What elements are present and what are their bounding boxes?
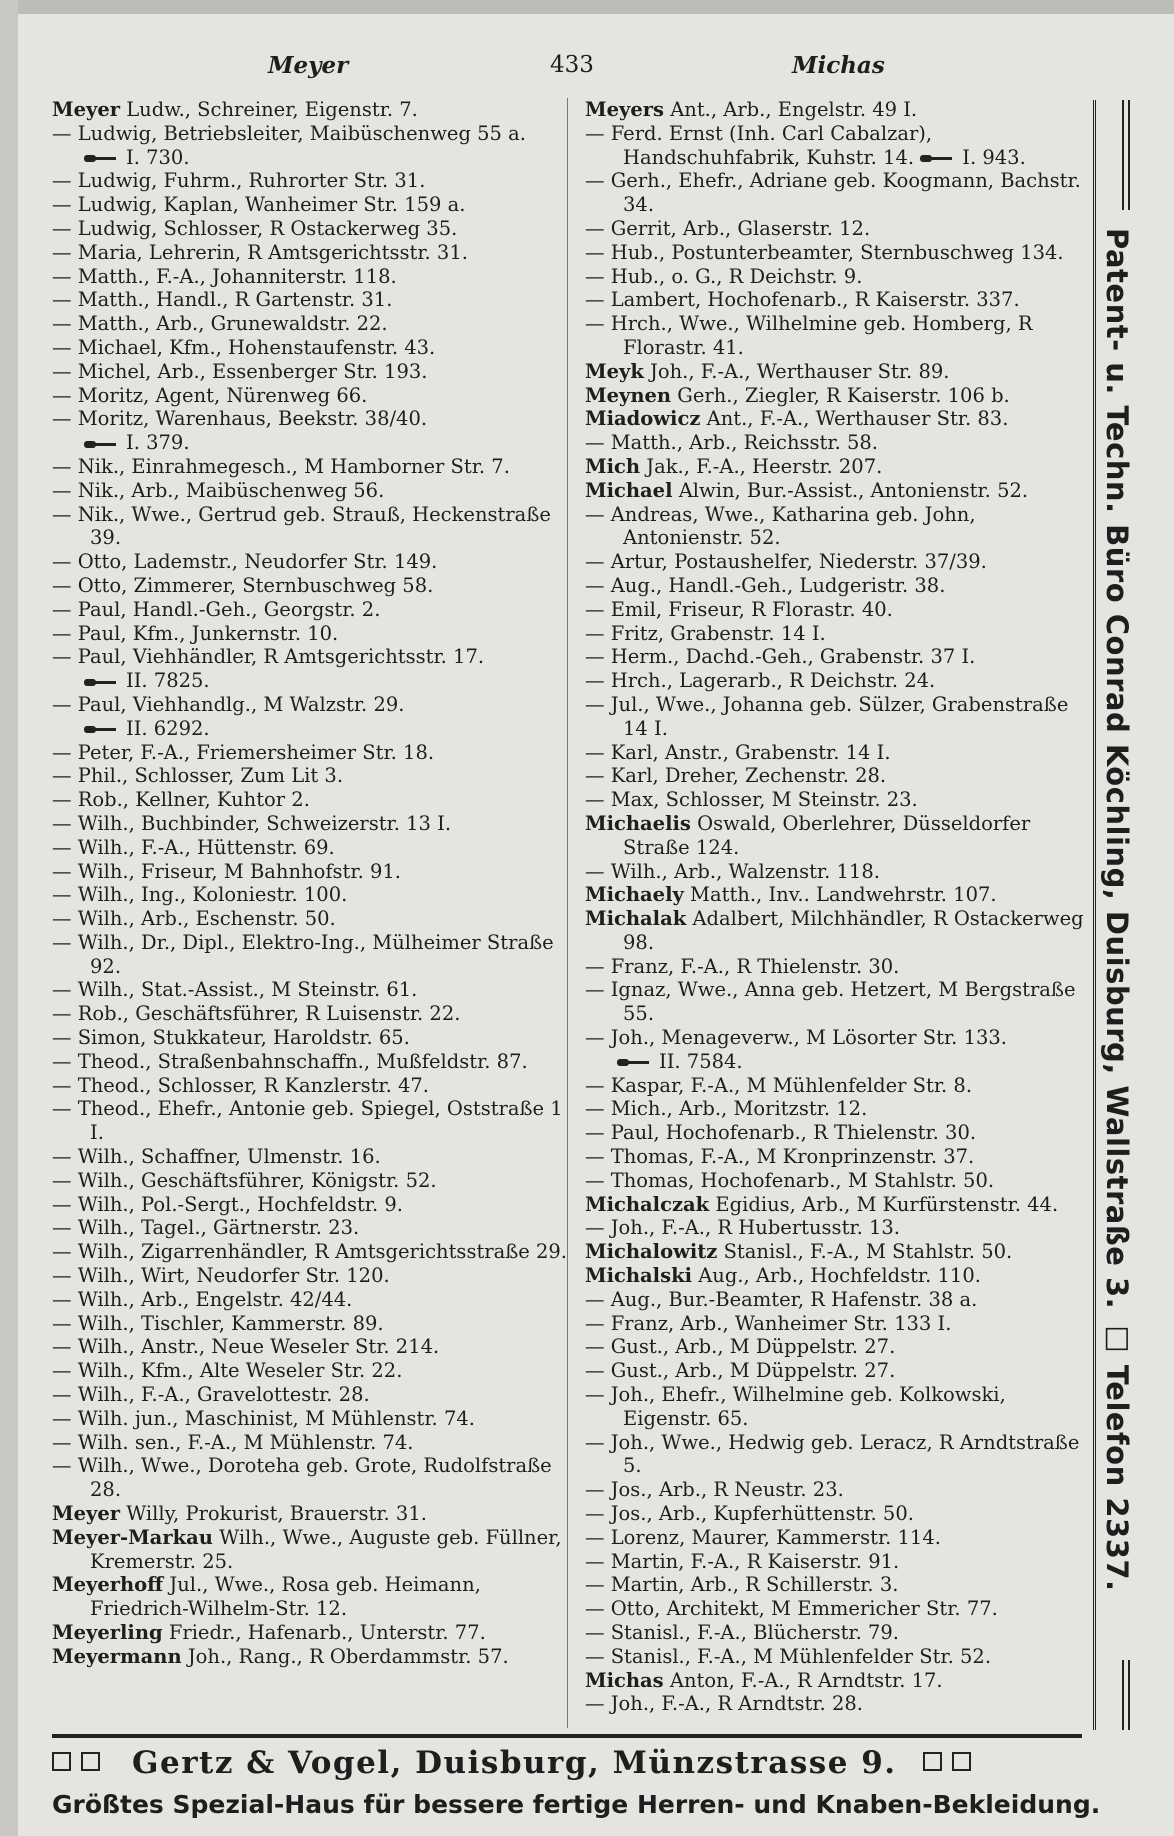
entry-details: — Wilh., Friseur, M Bahnhofstr. 91. (52, 859, 401, 883)
footer-advert-line1 (52, 1745, 1082, 1785)
entry-details: — Hrch., Lagerarb., R Deichstr. 24. (585, 669, 936, 693)
entry-phone: II. 7584. (659, 1049, 743, 1073)
directory-entry (52, 1240, 577, 1264)
directory-entry (585, 1193, 1085, 1217)
page-number: 433 (550, 52, 594, 78)
telephone-receiver-icon (84, 724, 116, 734)
directory-entry (52, 336, 577, 360)
directory-entry (52, 288, 577, 312)
directory-entry (52, 146, 577, 170)
entry-details: — Matth., F.-A., Johanniterstr. 118. (52, 264, 397, 288)
entry-phone: II. 7825. (126, 669, 210, 693)
entry-details: — Hub., o. G., R Deichstr. 9. (585, 264, 863, 288)
entry-details: Oswald, Oberlehrer, Düsseldorfer Straße 124. (623, 811, 1031, 859)
entry-details: — Moritz, Agent, Nürenweg 66. (52, 383, 368, 407)
entry-details: Willy, Prokurist, Brauerstr. 31. (126, 1502, 427, 1526)
entry-details: — Simon, Stukkateur, Haroldstr. 65. (52, 1026, 410, 1050)
entry-surname: Michas (585, 1668, 664, 1692)
directory-entry (52, 693, 577, 717)
directory-entry (585, 384, 1085, 408)
directory-entry (585, 1026, 1085, 1050)
phone-line (585, 1050, 743, 1074)
entry-details: — Emil, Friseur, R Florastr. 40. (585, 597, 893, 621)
directory-entry (52, 455, 577, 479)
side-advert (1093, 100, 1154, 1730)
entry-details: — Paul, Viehhändler, R Amtsgerichtsstr. 17. (52, 645, 485, 669)
entry-details: — Michel, Arb., Essenberger Str. 193. (52, 359, 428, 383)
directory-entry (52, 1216, 577, 1240)
directory-entry (585, 1335, 1085, 1359)
entry-details: — Theod., Ehefr., Antonie geb. Spiegel, Oststraße 1 I. (52, 1097, 563, 1145)
entry-surname: Meyer-Markau (52, 1525, 213, 1549)
entry-details: — Wilh., Zigarrenhändler, R Amtsgerichtsstraße 29. (52, 1240, 568, 1264)
entry-details: Wilh., Wwe., Auguste geb. Füllner, Kremerstr. 25. (90, 1525, 562, 1573)
entry-surname: Michalowitz (585, 1240, 718, 1264)
directory-entry (585, 1692, 1085, 1716)
directory-entry (52, 241, 577, 265)
footer-advert-line2: Größtes Spezial-Haus für bessere fertige Herren- und Knaben-Bekleidung. (52, 1790, 1101, 1819)
directory-entry (585, 1597, 1085, 1621)
entry-details: — Karl, Dreher, Zechenstr. 28. (585, 764, 887, 788)
directory-entry (52, 1621, 577, 1645)
directory-entry (585, 955, 1085, 979)
entry-details: — Matth., Handl., R Gartenstr. 31. (52, 288, 393, 312)
entry-details: — Nik., Einrahmegesch., M Hamborner Str. 7. (52, 454, 510, 478)
directory-entry (585, 1669, 1085, 1693)
entry-details: — Jos., Arb., R Neustr. 23. (585, 1478, 844, 1502)
header-left-word: Meyer (268, 52, 349, 79)
page-edge-top (0, 0, 1174, 14)
entry-details: — Matth., Arb., Reichsstr. 58. (585, 431, 878, 455)
directory-entry (585, 574, 1085, 598)
directory-entry (52, 598, 577, 622)
directory-entry (585, 1216, 1085, 1240)
entry-details: Jul., Wwe., Rosa geb. Heimann, Friedrich-Wilhelm-Str. 12. (90, 1573, 481, 1621)
entry-details: — Franz, Arb., Wanheimer Str. 133 I. (585, 1311, 952, 1335)
directory-entry (585, 288, 1085, 312)
directory-entry (585, 122, 1085, 170)
directory-entry (585, 1264, 1085, 1288)
directory-entry (585, 788, 1085, 812)
directory-entry (52, 1169, 577, 1193)
entry-details: — Stanisl., F.-A., M Mühlenfelder Str. 52. (585, 1644, 992, 1668)
directory-entry (52, 788, 577, 812)
footer-line1-text: Gertz & Vogel, Duisburg, Münzstrasse 9. (132, 1745, 897, 1781)
directory-entry (585, 622, 1085, 646)
directory-entry (52, 1097, 577, 1145)
directory-entry (52, 1193, 577, 1217)
directory-entry (52, 169, 577, 193)
entry-details: — Peter, F.-A., Friemersheimer Str. 18. (52, 740, 435, 764)
directory-entry (52, 645, 577, 669)
entry-details: — Wilh., Geschäftsführer, Königstr. 52. (52, 1168, 437, 1192)
column-divider (567, 98, 568, 1728)
directory-entry (585, 1502, 1085, 1526)
telephone-receiver-icon (84, 153, 116, 163)
entry-details: — Paul, Handl.-Geh., Georgstr. 2. (52, 597, 381, 621)
directory-entry (52, 1359, 577, 1383)
directory-entry (585, 1288, 1085, 1312)
entry-details: — Aug., Bur.-Beamter, R Hafenstr. 38 a. (585, 1287, 978, 1311)
entry-phone: I. 730. (126, 145, 190, 169)
footer-squares-left (52, 1745, 110, 1781)
directory-entry (585, 693, 1085, 741)
entry-surname: Michalak (585, 907, 687, 931)
directory-entry (52, 1383, 577, 1407)
page-header (40, 52, 1080, 86)
directory-entry (52, 1526, 577, 1574)
entry-details: — Joh., Menageverw., M Lösorter Str. 133. (585, 1026, 1007, 1050)
entry-details: — Gust., Arb., M Düppelstr. 27. (585, 1335, 896, 1359)
left-column (52, 98, 577, 1669)
entry-details: — Wilh., Kfm., Alte Weseler Str. 22. (52, 1359, 403, 1383)
entry-details: — Martin, F.-A., R Kaiserstr. 91. (585, 1549, 900, 1573)
entry-details: — Paul, Kfm., Junkernstr. 10. (52, 621, 339, 645)
entry-details: — Max, Schlosser, M Steinstr. 23. (585, 788, 918, 812)
entry-details: — Franz, F.-A., R Thielenstr. 30. (585, 954, 900, 978)
entry-details: — Rob., Geschäftsführer, R Luisenstr. 22. (52, 1002, 461, 1026)
directory-entry (585, 479, 1085, 503)
entry-details: — Martin, Arb., R Schillerstr. 3. (585, 1573, 899, 1597)
directory-entry (585, 1359, 1085, 1383)
directory-entry (52, 931, 577, 979)
header-right-word: Michas (792, 52, 885, 79)
telephone-receiver-icon (84, 677, 116, 687)
directory-entry (52, 1264, 577, 1288)
directory-entry (585, 312, 1085, 360)
side-rule-top (1122, 100, 1130, 210)
entry-details: — Ignaz, Wwe., Anna geb. Hetzert, M Bergstraße 55. (585, 978, 1076, 1026)
entry-phone: I. 379. (126, 431, 190, 455)
entry-details: — Nik., Wwe., Gertrud geb. Strauß, Heckenstraße 39. (52, 502, 551, 550)
entry-details: — Artur, Postaushelfer, Niederstr. 37/39. (585, 550, 987, 574)
entry-details: — Wilh., Dr., Dipl., Elektro-Ing., Mülheimer Straße 92. (52, 930, 554, 978)
entry-surname: Meyermann (52, 1644, 182, 1668)
directory-entry (585, 1431, 1085, 1479)
directory-entry (52, 717, 577, 741)
phone-line (52, 146, 190, 170)
entry-surname: Meyerling (52, 1621, 163, 1644)
directory-entry (52, 1573, 577, 1621)
entry-details: — Matth., Arb., Grunewaldstr. 22. (52, 312, 388, 336)
entry-details: — Phil., Schlosser, Zum Lit 3. (52, 764, 344, 788)
directory-entry (52, 1002, 577, 1026)
directory-entry (52, 312, 577, 336)
directory-entry (52, 574, 577, 598)
directory-entry (52, 1026, 577, 1050)
entry-surname: Meynen (585, 383, 672, 407)
directory-entry (585, 1074, 1085, 1098)
directory-entry (585, 978, 1085, 1026)
entry-surname: Mich (585, 454, 641, 478)
entry-details: — Joh., Ehefr., Wilhelmine geb. Kolkowski, Eigenstr. 65. (585, 1383, 1006, 1430)
entry-details: — Otto, Architekt, M Emmericher Str. 77. (585, 1597, 998, 1621)
entry-details: — Otto, Lademstr., Neudorfer Str. 149. (52, 550, 438, 574)
side-rule-bottom (1122, 1660, 1130, 1730)
telephone-receiver-icon (617, 1057, 649, 1067)
directory-entry (585, 1121, 1085, 1145)
directory-entry (585, 1097, 1085, 1121)
directory-entry (585, 1240, 1085, 1264)
directory-entry (585, 1645, 1085, 1669)
entry-details: — Wilh., Arb., Walzenstr. 118. (585, 859, 880, 883)
entry-details: Gerh., Ziegler, R Kaiserstr. 106 b. (677, 383, 1010, 407)
entry-details: — Wilh., Tischler, Kammerstr. 89. (52, 1311, 384, 1335)
directory-entry (585, 1526, 1085, 1550)
entry-details: — Wilh. jun., Maschinist, M Mühlenstr. 74. (52, 1406, 475, 1430)
entry-details: — Thomas, Hochofenarb., M Stahlstr. 50. (585, 1168, 995, 1192)
directory-entry (585, 907, 1085, 955)
entry-surname: Michaely (585, 883, 684, 907)
entry-surname: Michalski (585, 1264, 692, 1288)
entry-details: Alwin, Bur.-Assist., Antonienstr. 52. (678, 478, 1029, 502)
directory-entry (52, 1312, 577, 1336)
entry-details: Egidius, Arb., M Kurfürstenstr. 44. (715, 1192, 1059, 1216)
directory-entry (585, 169, 1085, 217)
entry-details: Jak., F.-A., Heerstr. 207. (646, 454, 883, 478)
phone-line (52, 717, 210, 741)
directory-entry (52, 669, 577, 693)
directory-entry (585, 98, 1085, 122)
telephone-receiver-icon (84, 439, 116, 449)
entry-surname: Michael (585, 478, 673, 502)
entry-details: — Aug., Handl.-Geh., Ludgeristr. 38. (585, 573, 946, 597)
directory-entry (585, 1550, 1085, 1574)
directory-entry (52, 741, 577, 765)
entry-details: Stanisl., F.-A., M Stahlstr. 50. (723, 1240, 1013, 1264)
entry-details: — Wilh., Arb., Engelstr. 42/44. (52, 1287, 353, 1311)
entry-details: Matth., Inv.. Landwehrstr. 107. (690, 883, 997, 907)
entry-details: — Gerh., Ehefr., Adriane geb. Koogmann, Bachstr. 34. (585, 169, 1081, 217)
directory-entry (52, 217, 577, 241)
entry-details: — Paul, Viehhandlg., M Walzstr. 29. (52, 692, 405, 716)
directory-entry (585, 431, 1085, 455)
directory-entry (585, 1573, 1085, 1597)
directory-entry (52, 883, 577, 907)
entry-phone: II. 6292. (126, 716, 210, 740)
entry-details: — Jos., Arb., Kupferhüttenstr. 50. (585, 1502, 914, 1526)
footer-rule (52, 1734, 1082, 1738)
entry-surname: Meyk (585, 359, 644, 383)
entry-details: — Paul, Hochofenarb., R Thielenstr. 30. (585, 1121, 977, 1145)
entry-details: — Rob., Kellner, Kuhtor 2. (52, 788, 310, 812)
entry-surname: Michaelis (585, 811, 691, 835)
entry-details: — Wilh., Ing., Koloniestr. 100. (52, 883, 348, 907)
entry-details: — Wilh., Wwe., Doroteha geb. Grote, Rudolfstraße 28. (52, 1454, 552, 1502)
entry-details: — Fritz, Grabenstr. 14 I. (585, 621, 826, 645)
directory-entry (585, 1621, 1085, 1645)
entry-details: — Herm., Dachd.-Geh., Grabenstr. 37 I. (585, 645, 976, 669)
directory-entry (585, 241, 1085, 265)
entry-details: — Hub., Postunterbeamter, Sternbuschweg 134. (585, 240, 1064, 264)
entry-details: Ludw., Schreiner, Eigenstr. 7. (126, 98, 418, 121)
entry-details: — Nik., Arb., Maibüschenweg 56. (52, 478, 385, 502)
footer-squares-right (923, 1745, 981, 1781)
entry-details: Ant., Arb., Engelstr. 49 I. (670, 98, 918, 121)
entry-surname: Meyer (52, 98, 121, 121)
directory-entry (52, 503, 577, 551)
directory-entry (585, 741, 1085, 765)
entry-details: — Andreas, Wwe., Katharina geb. John, Antonienstr. 52. (585, 502, 976, 550)
directory-entry (585, 455, 1085, 479)
directory-entry (52, 193, 577, 217)
entry-details: — Wilh., F.-A., Hüttenstr. 69. (52, 835, 335, 859)
directory-entry (52, 122, 577, 146)
directory-entry (585, 764, 1085, 788)
entry-surname: Meyerhoff (52, 1573, 164, 1597)
entry-details: Friedr., Hafenarb., Unterstr. 77. (168, 1621, 486, 1644)
entry-details: — Karl, Anstr., Grabenstr. 14 I. (585, 740, 891, 764)
entry-details: — Wilh. sen., F.-A., M Mühlenstr. 74. (52, 1430, 414, 1454)
entry-surname: Michalczak (585, 1192, 710, 1216)
entry-details: — Joh., F.-A., R Arndtstr. 28. (585, 1692, 863, 1716)
directory-entry (52, 1454, 577, 1502)
entry-details: — Gerrit, Arb., Glaserstr. 12. (585, 216, 871, 240)
entry-details: Aug., Arb., Hochfeldstr. 110. (698, 1264, 981, 1288)
entry-details: — Otto, Zimmerer, Sternbuschweg 58. (52, 573, 434, 597)
entry-details: — Gust., Arb., M Düppelstr. 27. (585, 1359, 896, 1383)
directory-entry (52, 764, 577, 788)
entry-details: Joh., F.-A., Werthauser Str. 89. (650, 359, 950, 383)
directory-entry (585, 669, 1085, 693)
directory-entry (52, 1145, 577, 1169)
entry-details: Ant., F.-A., Werthauser Str. 83. (706, 407, 1009, 431)
entry-details: — Moritz, Warenhaus, Beekstr. 38/40. (52, 407, 428, 431)
entry-details: — Ludwig, Fuhrm., Ruhrorter Str. 31. (52, 169, 426, 193)
entry-details: — Maria, Lehrerin, R Amtsgerichtsstr. 31. (52, 240, 468, 264)
entry-details: — Ludwig, Kaplan, Wanheimer Str. 159 a. (52, 193, 466, 217)
entry-details: — Theod., Schlosser, R Kanzlerstr. 47. (52, 1073, 430, 1097)
directory-entry (52, 978, 577, 1002)
entry-details: — Hrch., Wwe., Wilhelmine geb. Homberg, R Florastr. 41. (585, 312, 1033, 359)
entry-details: — Lambert, Hochofenarb., R Kaiserstr. 337. (585, 288, 1020, 312)
directory-entry (585, 1312, 1085, 1336)
directory-entry (52, 1431, 577, 1455)
entry-details: — Wilh., Arb., Eschenstr. 50. (52, 907, 336, 931)
directory-entry (585, 1383, 1085, 1431)
directory-entry (585, 550, 1085, 574)
directory-entry (52, 550, 577, 574)
entry-details: — Ludwig, Betriebsleiter, Maibüschenweg 55 a. (52, 121, 526, 145)
directory-entry (52, 98, 577, 122)
directory-entry (52, 1502, 577, 1526)
directory-entry (52, 384, 577, 408)
page-edge-left (0, 0, 18, 1836)
entry-phone: I. 943. (962, 145, 1026, 169)
directory-entry (585, 1050, 1085, 1074)
entry-surname: Meyers (585, 98, 664, 121)
entry-details: — Wilh., Wirt, Neudorfer Str. 120. (52, 1264, 390, 1288)
entry-details: — Wilh., Schaffner, Ulmenstr. 16. (52, 1145, 381, 1169)
directory-entry (52, 907, 577, 931)
entry-details: — Ferd. Ernst (Inh. Carl Cabalzar), Handschuhfabrik, Kuhstr. 14. (585, 121, 933, 169)
directory-entry (52, 407, 577, 431)
directory-entry (585, 265, 1085, 289)
entry-details: Joh., Rang., R Oberdammstr. 57. (187, 1644, 509, 1668)
directory-entry (585, 217, 1085, 241)
directory-entry (52, 812, 577, 836)
entry-details: — Joh., Wwe., Hedwig geb. Leracz, R Arndtstraße 5. (585, 1430, 1080, 1478)
entry-details: — Jul., Wwe., Johanna geb. Sülzer, Grabenstraße 14 I. (585, 692, 1069, 740)
directory-entry (585, 645, 1085, 669)
right-column (585, 98, 1085, 1716)
directory-entry (52, 622, 577, 646)
entry-details: — Wilh., Stat.-Assist., M Steinstr. 61. (52, 978, 418, 1002)
directory-entry (585, 503, 1085, 551)
directory-entry (52, 1407, 577, 1431)
directory-entry (52, 431, 577, 455)
entry-details: — Ludwig, Schlosser, R Ostackerweg 35. (52, 216, 458, 240)
directory-entry (52, 1645, 577, 1669)
entry-details: — Wilh., Tagel., Gärtnerstr. 23. (52, 1216, 360, 1240)
entry-details: — Wilh., Buchbinder, Schweizerstr. 13 I. (52, 811, 452, 835)
directory-entry (52, 1050, 577, 1074)
entry-details: — Mich., Arb., Moritzstr. 12. (585, 1097, 868, 1121)
entry-details: — Wilh., F.-A., Gravelottestr. 28. (52, 1383, 370, 1407)
directory-entry (585, 860, 1085, 884)
directory-entry (52, 1074, 577, 1098)
entry-details: — Thomas, F.-A., M Kronprinzenstr. 37. (585, 1145, 975, 1169)
entry-details: — Theod., Straßenbahnschaffn., Mußfeldstr. 87. (52, 1049, 528, 1073)
directory-entry (585, 1145, 1085, 1169)
entry-details: — Wilh., Anstr., Neue Weseler Str. 214. (52, 1335, 440, 1359)
telephone-receiver-icon (920, 153, 952, 163)
directory-entry (52, 479, 577, 503)
entry-details: — Michael, Kfm., Hohenstaufenstr. 43. (52, 335, 436, 359)
entry-surname: Meyer (52, 1502, 121, 1526)
directory-entry (52, 836, 577, 860)
entry-details: — Joh., F.-A., R Hubertusstr. 13. (585, 1216, 900, 1240)
entry-details: Anton, F.-A., R Arndtstr. 17. (669, 1668, 943, 1692)
directory-entry (585, 1169, 1085, 1193)
directory-entry (52, 860, 577, 884)
entry-details: — Kaspar, F.-A., M Mühlenfelder Str. 8. (585, 1073, 973, 1097)
phone-line (52, 669, 210, 693)
directory-entry (585, 1478, 1085, 1502)
entry-details: — Lorenz, Maurer, Kammerstr. 114. (585, 1525, 941, 1549)
directory-entry (585, 360, 1085, 384)
directory-entry (52, 265, 577, 289)
directory-entry (585, 883, 1085, 907)
entry-details: — Stanisl., F.-A., Blücherstr. 79. (585, 1621, 900, 1644)
side-advert-text: Patent- u. Techn. Büro Conrad Köchling, Duisburg, Wallstraße 3. □ Telefon 2337. (1100, 228, 1134, 1592)
directory-entry (52, 1288, 577, 1312)
directory-entry (585, 407, 1085, 431)
entry-surname: Miadowicz (585, 407, 701, 431)
directory-entry (585, 812, 1085, 860)
entry-details: — Wilh., Pol.-Sergt., Hochfeldstr. 9. (52, 1192, 403, 1216)
directory-entry (52, 1335, 577, 1359)
directory-entry (585, 598, 1085, 622)
entry-details: Adalbert, Milchhändler, R Ostackerweg 98. (623, 907, 1084, 954)
phone-line (52, 431, 190, 455)
directory-entry (52, 360, 577, 384)
